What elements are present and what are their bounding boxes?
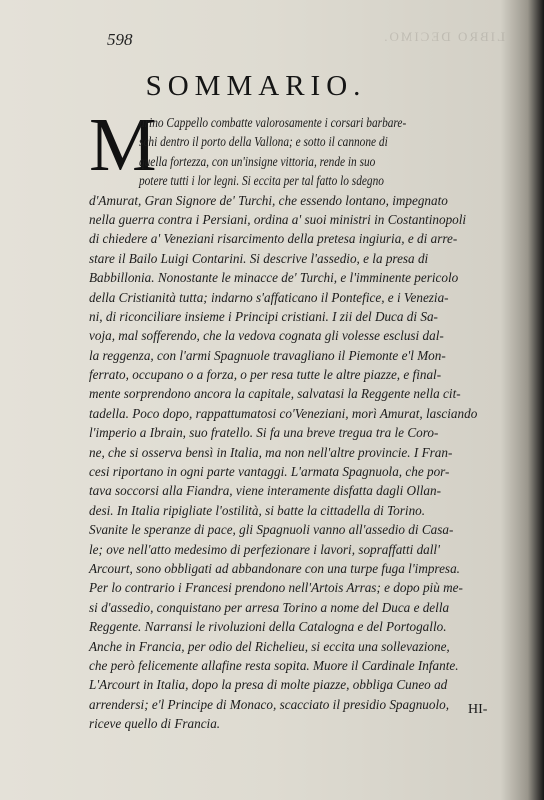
text-line: L'Arcourt in Italia, dopo la presa di molte piazze, obbliga Cuneo ad — [89, 677, 448, 693]
text-line: ferrato, occupano o a forza, o per resa tutte le altre piazze, e final- — [89, 367, 442, 383]
text-line: tava soccorsi alla Fiandra, viene interamente disfatta dagli Ollan- — [89, 483, 441, 499]
text-line: di chiedere a' Veneziani risarcimento della pretesa ingiuria, e di arre- — [89, 231, 458, 247]
text-line: l'imperio a Ibrain, suo fratello. Si fa una breve tregua tra le Coro- — [89, 425, 439, 441]
text-line: nella guerra contra i Persiani, ordina a' suoi ministri in Costantinopoli — [89, 211, 467, 227]
text-line: Svanite le speranze di pace, gli Spagnuoli vanno all'assedio di Casa- — [89, 522, 454, 538]
text-line: voja, mal sofferendo, che la vedova cognata gli volesse esclusi dal- — [89, 328, 444, 344]
text-line: riceve quello di Francia. — [89, 716, 221, 732]
catchword: HI- — [468, 702, 488, 717]
text-line: ni, di riconciliare insieme i Principi cristiani. I zii del Duca di Sa- — [89, 308, 438, 324]
text-line: che però felicemente allafine resta sopita. Muore il Cardinale Infante. — [89, 657, 459, 673]
text-line: si d'assedio, conquistano per arresa Torino a nome del Duca e della — [89, 599, 450, 615]
text-line: d'Amurat, Gran Signore de' Turchi, che essendo lontano, impegnato — [89, 192, 448, 208]
text-line: mente sorprendono ancora la capitale, salvatasi la Reggente nella cit- — [89, 386, 461, 402]
text-line: arrendersi; e'l Principe di Monaco, scacciato il presidio Spagnuolo, — [89, 696, 450, 712]
page-number: 598 — [107, 30, 133, 49]
text-line: Anche in Francia, per odio del Richelieu, si eccita una sollevazione, — [89, 638, 450, 654]
text-line: Reggente. Narransi le rivoluzioni della Catalogna e del Portogallo. — [89, 619, 447, 635]
text-line: cesi riportano in ogni parte vantaggi. L'armata Spagnuola, che por- — [89, 464, 450, 480]
text-line: arino Cappello combatte valorosamente i corsari barbare- — [138, 115, 407, 130]
drop-cap: M — [89, 103, 157, 187]
text-line: potere tutti i lor legni. Si eccita per tal fatto lo sdegno — [138, 173, 384, 189]
text-line: la reggenza, con l'armi Spagnuole travagliano il Piemonte e'l Mon- — [89, 347, 446, 363]
bleed-through-text: LIBRO DECIMO. — [382, 29, 505, 44]
text-line: desi. In Italia ripigliate l'ostilità, si batte la cittadella di Torino. — [89, 502, 426, 518]
text-line: schi dentro il porto della Vallona; e sotto il cannone di — [138, 134, 388, 150]
text-line: Per lo contrario i Francesi prendono nell'Artois Arras; e dopo più me- — [89, 580, 463, 596]
text-line: tadella. Poco dopo, rappattumatosi co'Veneziani, morì Amurat, lasciando — [89, 405, 478, 421]
text-line: Arcourt, sono obbligati ad abbandonare con una turpe fuga l'impresa. — [89, 560, 460, 576]
summary-text — [89, 103, 507, 734]
text-line: Babbillonia. Nonostante le minacce de' Turchi, e l'imminente pericolo — [89, 270, 459, 286]
text-lines — [89, 103, 507, 734]
text-line: della Cristianità tutta; indarno s'affaticano il Pontefice, e i Venezia- — [89, 289, 449, 305]
text-line: le; ove nell'atto medesimo di perfezionare i lavori, sopraffatti dall' — [89, 541, 440, 557]
text-line: quella fortezza, con un'insigne vittoria, rende in suo — [138, 153, 376, 169]
text-line: ne, che si osserva bensì in Italia, ma non nell'altre provincie. I Fran- — [89, 444, 453, 460]
text-line: stare il Bailo Luigi Contarini. Si descrive l'assedio, e la presa di — [89, 250, 429, 266]
page-title: SOMMARIO. — [145, 70, 367, 102]
